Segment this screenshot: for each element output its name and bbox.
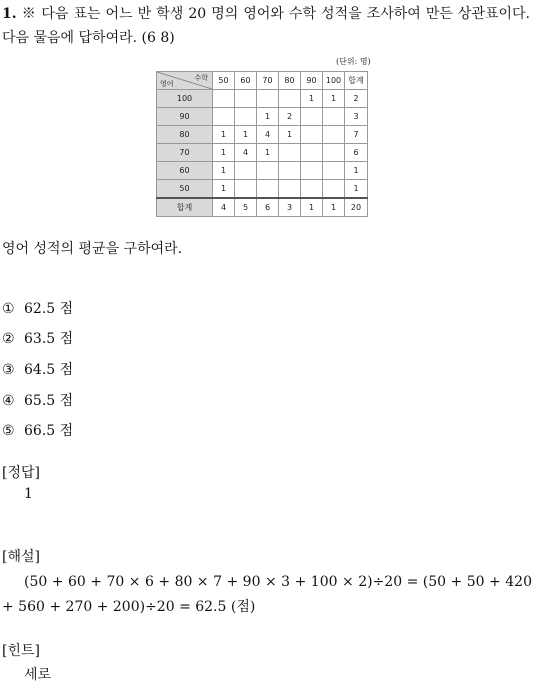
answer-label: [정답] <box>2 465 40 481</box>
table-total-row <box>157 198 368 217</box>
choice-text: 63.5 점 <box>24 331 74 347</box>
table-cell <box>257 180 279 199</box>
explanation-text: (50 + 60 + 70 × 6 + 80 × 7 + 90 × 3 + 100 × 2)÷20 = (50 + 50 + 420 + 560 + 270 + 200)÷20 = 62.5 (점) <box>2 574 532 615</box>
table-cell: 4 <box>257 126 279 144</box>
table-cell: 5 <box>235 198 257 217</box>
choice-4[interactable] <box>2 390 73 410</box>
table-cell: 6 <box>257 198 279 217</box>
corner-cell <box>157 72 213 90</box>
table-row <box>157 162 368 180</box>
table-cell <box>323 108 345 126</box>
row-total-cell: 1 <box>345 162 368 180</box>
table-row <box>157 108 368 126</box>
choice-mark: ④ <box>2 393 15 409</box>
table-cell <box>323 180 345 199</box>
choice-3[interactable] <box>2 359 73 379</box>
table-cell <box>301 144 323 162</box>
choice-2[interactable] <box>2 328 73 348</box>
table-cell <box>213 90 235 108</box>
table-cell: 1 <box>301 90 323 108</box>
hint-label: [힌트] <box>2 643 40 659</box>
row-total-cell: 7 <box>345 126 368 144</box>
question-header <box>2 2 530 50</box>
table-row <box>157 126 368 144</box>
table-cell <box>301 180 323 199</box>
row-label: 90 <box>157 108 213 126</box>
table-row <box>157 90 368 108</box>
row-label: 80 <box>157 126 213 144</box>
choice-mark: ③ <box>2 362 15 378</box>
table-header-row <box>157 72 368 90</box>
explanation-label: [해설] <box>2 549 40 565</box>
table-cell <box>323 162 345 180</box>
table-cell: 4 <box>213 198 235 217</box>
table-row <box>157 144 368 162</box>
row-total-cell: 3 <box>345 108 368 126</box>
choice-mark: ⑤ <box>2 423 15 439</box>
table-row <box>157 180 368 199</box>
column-header: 90 <box>301 72 323 90</box>
table-cell <box>323 126 345 144</box>
table-cell: 1 <box>257 108 279 126</box>
question-text: ※ 다음 표는 어느 반 학생 20 명의 영어와 수학 성적을 조사하여 만든 상관표이다. 다음 물음에 답하여라. (6 8) <box>2 6 530 46</box>
table-cell: 1 <box>213 144 235 162</box>
choice-5[interactable] <box>2 420 73 440</box>
table-cell: 3 <box>279 198 301 217</box>
column-header: 80 <box>279 72 301 90</box>
table-cell: 1 <box>257 144 279 162</box>
choice-text: 65.5 점 <box>24 393 74 409</box>
row-total-cell: 6 <box>345 144 368 162</box>
table-cell <box>301 108 323 126</box>
table-cell <box>323 144 345 162</box>
table-cell <box>301 126 323 144</box>
table-cell: 1 <box>323 90 345 108</box>
table-cell <box>279 144 301 162</box>
table-cell <box>279 180 301 199</box>
column-header: 100 <box>323 72 345 90</box>
correlation-table <box>156 71 368 217</box>
table-cell: 4 <box>235 144 257 162</box>
choice-mark: ① <box>2 301 15 317</box>
table-cell <box>235 90 257 108</box>
table-cell <box>279 162 301 180</box>
choice-text: 66.5 점 <box>24 423 74 439</box>
table-cell <box>235 162 257 180</box>
table-cell <box>257 90 279 108</box>
table-cell <box>301 162 323 180</box>
row-label: 60 <box>157 162 213 180</box>
table-unit: (단위: 명) <box>336 57 371 66</box>
choice-text: 62.5 점 <box>24 301 74 317</box>
column-header: 50 <box>213 72 235 90</box>
row-total-cell: 1 <box>345 180 368 199</box>
answer-value: 1 <box>24 486 33 502</box>
corner-bottom-label: 영어 <box>160 80 174 88</box>
table-cell: 1 <box>213 180 235 199</box>
corner-top-label: 수학 <box>194 74 208 82</box>
table-cell <box>235 180 257 199</box>
row-total-cell: 20 <box>345 198 368 217</box>
choice-mark: ② <box>2 331 15 347</box>
row-label: 100 <box>157 90 213 108</box>
table-cell <box>213 108 235 126</box>
table-cell <box>257 162 279 180</box>
table-cell: 1 <box>213 162 235 180</box>
table-cell: 1 <box>279 126 301 144</box>
table-cell <box>235 108 257 126</box>
table-cell: 1 <box>301 198 323 217</box>
question-prompt: 영어 성적의 평균을 구하여라. <box>2 241 183 257</box>
table-cell: 1 <box>235 126 257 144</box>
table-cell: 1 <box>323 198 345 217</box>
column-header: 60 <box>235 72 257 90</box>
table-cell: 2 <box>279 108 301 126</box>
table-cell <box>279 90 301 108</box>
total-row-label: 합계 <box>157 198 213 217</box>
table-cell: 1 <box>213 126 235 144</box>
question-number: 1. <box>2 6 17 22</box>
column-header-total: 합계 <box>345 72 368 90</box>
choice-text: 64.5 점 <box>24 362 74 378</box>
hint-value: 세로 <box>24 667 52 683</box>
row-label: 50 <box>157 180 213 199</box>
choice-1[interactable] <box>2 298 73 318</box>
column-header: 70 <box>257 72 279 90</box>
row-total-cell: 2 <box>345 90 368 108</box>
row-label: 70 <box>157 144 213 162</box>
